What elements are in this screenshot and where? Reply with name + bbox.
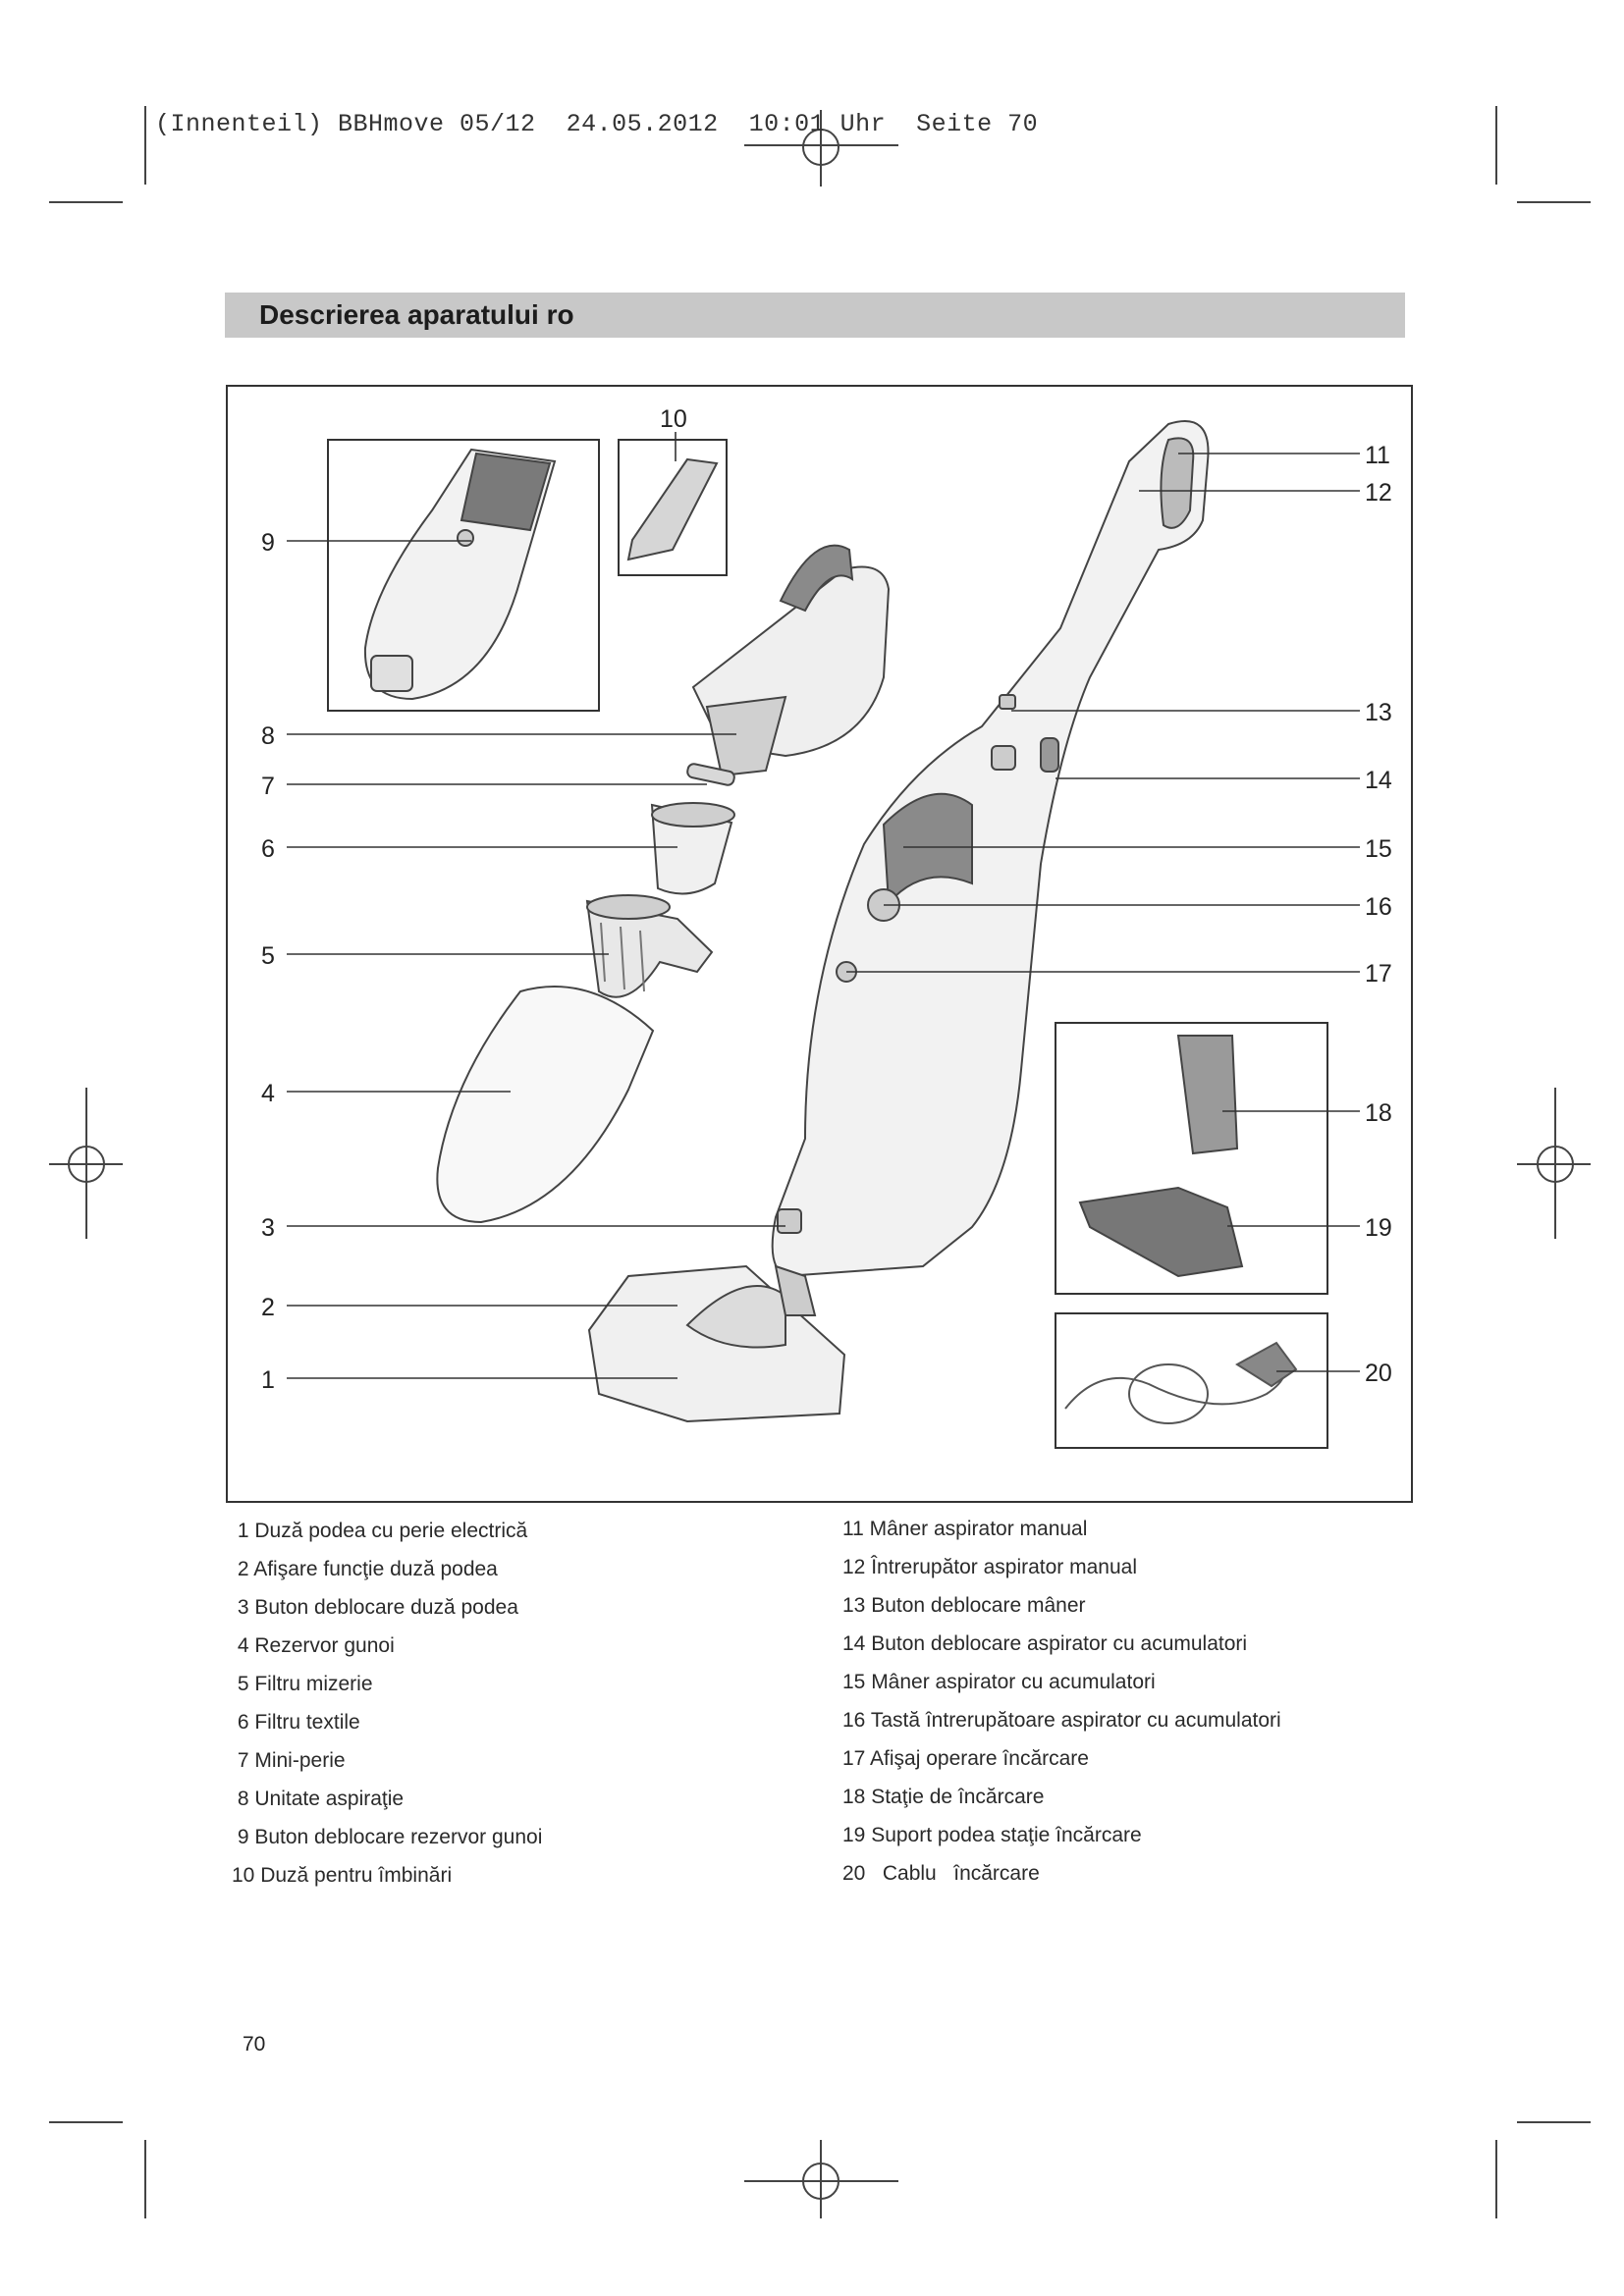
dirt-filter-illustration	[587, 895, 712, 997]
callout-18: 18	[1365, 1099, 1392, 1127]
floor-nozzle-illustration	[589, 1266, 844, 1421]
callout-2: 2	[261, 1294, 275, 1321]
legend-item: 20 Cablu încărcare	[842, 1862, 1040, 1885]
callout-1: 1	[261, 1366, 275, 1394]
callout-15: 15	[1365, 835, 1392, 863]
legend-right-column	[842, 1510, 1281, 1893]
section-title: Descrierea aparatului ro	[259, 299, 574, 330]
charging-station-illustration	[1080, 1036, 1242, 1276]
legend-item: 16 Tastă întrerupătoare aspirator cu acumulatori	[842, 1709, 1281, 1732]
textile-filter-illustration	[652, 803, 734, 893]
legend-item: 2 Afişare funcţie duză podea	[232, 1558, 498, 1580]
legend-item: 6 Filtru textile	[232, 1711, 360, 1734]
legend-item: 9 Buton deblocare rezervor gunoi	[232, 1826, 543, 1848]
callout-13: 13	[1365, 699, 1392, 726]
legend-item: 17 Afişaj operare încărcare	[842, 1747, 1089, 1770]
legend-item: 13 Buton deblocare mâner	[842, 1594, 1086, 1617]
callout-6: 6	[261, 835, 275, 863]
inset-box-20	[1056, 1313, 1327, 1448]
legend-item: 18 Staţie de încărcare	[842, 1786, 1045, 1808]
dust-tank-illustration	[365, 450, 555, 699]
callout-4: 4	[261, 1080, 275, 1107]
legend-item: 11 Mâner aspirator manual	[842, 1518, 1088, 1540]
charging-cable-illustration	[1065, 1343, 1296, 1423]
legend-item: 15 Mâner aspirator cu acumulatori	[842, 1671, 1156, 1693]
print-header: (Innenteil) BBHmove 05/12 24.05.2012 10:01 Uhr Seite 70	[155, 110, 1039, 138]
legend-item: 10 Duză pentru îmbinări	[232, 1864, 453, 1887]
callout-9: 9	[261, 529, 275, 557]
legend-item: 3 Buton deblocare duză podea	[232, 1596, 518, 1619]
callout-3: 3	[261, 1214, 275, 1242]
callout-7: 7	[261, 773, 275, 800]
crevice-nozzle-illustration	[628, 459, 717, 560]
callout-5: 5	[261, 942, 275, 970]
callout-19: 19	[1365, 1214, 1392, 1242]
callout-16: 16	[1365, 893, 1392, 921]
legend-item: 1 Duză podea cu perie electrică	[232, 1520, 528, 1542]
legend-item: 7 Mini-perie	[232, 1749, 346, 1772]
legend-item: 4 Rezervor gunoi	[232, 1634, 395, 1657]
callout-10: 10	[660, 405, 687, 433]
callout-14: 14	[1365, 767, 1392, 794]
legend-item: 19 Suport podea staţie încărcare	[842, 1824, 1142, 1846]
callout-17: 17	[1365, 960, 1392, 988]
callout-12: 12	[1365, 479, 1392, 507]
dust-container-illustration	[437, 987, 653, 1222]
suction-unit-illustration	[693, 546, 889, 775]
legend-item: 8 Unitate aspiraţie	[232, 1788, 405, 1810]
callout-8: 8	[261, 722, 275, 750]
page-number: 70	[243, 2033, 266, 2056]
callout-20: 20	[1365, 1360, 1392, 1387]
legend-item: 14 Buton deblocare aspirator cu acumulatori	[842, 1632, 1248, 1655]
legend-item: 5 Filtru mizerie	[232, 1673, 373, 1695]
legend-item: 12 Întrerupător aspirator manual	[842, 1556, 1137, 1578]
legend-left-column	[232, 1512, 542, 1895]
callout-11: 11	[1365, 442, 1390, 469]
